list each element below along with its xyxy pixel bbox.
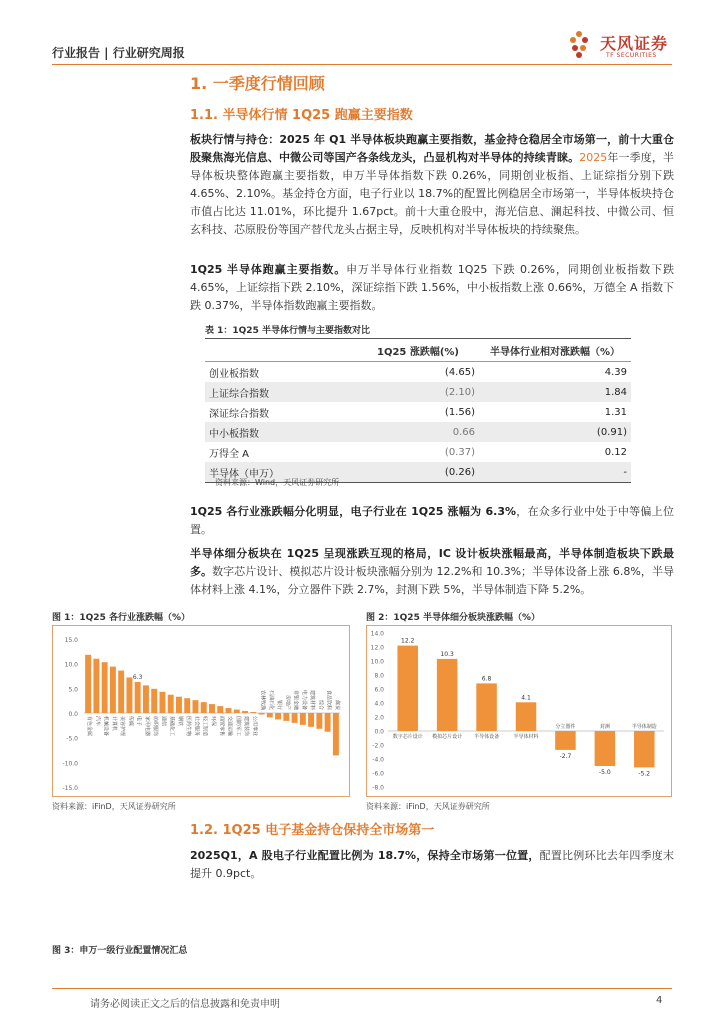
paragraph-industries — [190, 503, 674, 539]
table-cell-relative: 1.31 — [604, 406, 627, 418]
table-row — [205, 362, 631, 383]
bar — [325, 713, 331, 732]
bar — [176, 697, 182, 713]
table-header-blank — [205, 339, 357, 362]
semiconductor-bar-chart — [366, 625, 672, 797]
category-label: 机械设备 — [102, 716, 109, 737]
y-tick-label: -15.0 — [62, 785, 78, 792]
y-tick-label: -8.0 — [372, 784, 384, 792]
bar — [292, 713, 298, 723]
data-label: 4.1 — [521, 694, 531, 702]
data-label: 10.3 — [440, 650, 454, 658]
index-comparison-table — [205, 338, 631, 483]
page-number: 4 — [656, 995, 663, 1006]
table-cell-name: 中小板指数 — [205, 422, 357, 442]
category-label: 医药生物 — [185, 716, 192, 737]
category-label: 钢铁 — [176, 716, 183, 727]
bar — [283, 713, 289, 721]
table-title: 表 1：1Q25 半导体行情与主要指数对比 — [205, 326, 370, 336]
y-tick-label: -10.0 — [62, 760, 78, 768]
industry-bar-chart — [52, 625, 350, 797]
paragraph-body: 年一季度，半导体板块整体跑赢主要指数，申万半导体指数下跌 0.26%，同期创业板指、上证综指分别下跌 4.65%、2.10%。基金持仓方面，电子行业以 18.7%的配置比例稳居全市场第一，半导体板块持仓市值占比达 11.01%，环比提升 1.67pct。前十大重仓股中，海光信息、澜起科技、中微公司、恒玄科技、芯原股份等国产替代龙头占据主导，反映机构对半导体板块的持续聚焦。 — [190, 151, 674, 236]
bar — [259, 713, 265, 714]
category-label: 半导体材料 — [513, 734, 539, 740]
figure-2-title: 图 2：1Q25 半导体细分板块涨跌幅（%） — [366, 613, 540, 623]
table-cell-change: (2.10) — [357, 382, 479, 402]
bar — [555, 731, 576, 750]
category-label: 公用事业 — [251, 716, 258, 737]
bar — [102, 662, 108, 713]
category-label: 房地产 — [284, 694, 291, 710]
figure-3-title: 图 3：申万一级行业配置情况汇总 — [52, 946, 188, 956]
bar — [300, 713, 306, 725]
bar — [110, 667, 116, 713]
bar — [634, 731, 655, 767]
paragraph-lead: 2025Q1，A 股电子行业配置比例为 18.7%，保持全市场第一位置， — [190, 849, 540, 862]
paragraph-index — [190, 261, 674, 315]
table-row — [205, 402, 631, 422]
bar — [85, 655, 91, 713]
data-label: 6.3 — [132, 673, 143, 681]
bar — [308, 713, 314, 727]
report-type: 行业报告 | 行业研究周报 — [52, 46, 185, 60]
y-tick-label: 8.0 — [374, 672, 384, 680]
table-cell-name: 万得全 A — [209, 448, 250, 460]
section-title: 1. 一季度行情回顾 — [190, 74, 325, 93]
category-label: 社会服务 — [193, 716, 200, 737]
bar — [333, 713, 339, 755]
data-label: 12.2 — [401, 637, 415, 645]
data-label: -2.7 — [559, 752, 572, 760]
y-tick-label: -4.0 — [372, 756, 384, 764]
bar — [168, 695, 174, 713]
bar — [184, 698, 190, 713]
category-label: 建筑装饰 — [243, 716, 250, 737]
bar — [437, 659, 458, 731]
bar — [193, 700, 199, 713]
bar — [275, 713, 281, 719]
table-header-relative: 半导体行业相对涨跌幅（%） — [479, 339, 631, 362]
category-label: 轻工制造 — [201, 716, 208, 737]
category-label: 封测 — [599, 724, 610, 730]
y-tick-label: -6.0 — [372, 770, 384, 778]
category-label: 石油石化 — [267, 689, 274, 710]
subsection-title: 1.1. 半导体行情 1Q25 跑赢主要指数 — [190, 108, 413, 123]
y-tick-label: 0.0 — [68, 711, 78, 718]
logo-text: 天风证券 — [600, 34, 669, 53]
table-cell-relative: 1.84 — [479, 382, 631, 402]
table-cell-relative: (0.91) — [479, 422, 631, 442]
category-label: 分立器件 — [555, 724, 576, 730]
bar — [209, 704, 215, 713]
bar — [201, 702, 207, 713]
y-tick-label: -2.0 — [372, 742, 384, 750]
category-label: 数字芯片设计 — [392, 734, 423, 740]
y-tick-label: 12.0 — [370, 644, 384, 652]
paragraph-lead: 板块行情与持仓：2025 年 Q1 半导体板块跑赢主要指数，基金持仓稳居全市场第一，前十大重仓股聚焦海光信息、中微公司等国产各条线龙头，凸显机构对半导体的持续青睐。 — [190, 133, 674, 164]
y-tick-label: 14.0 — [370, 630, 384, 638]
bar — [267, 713, 273, 717]
footer-disclaimer: 请务必阅读正文之后的信息披露和免责申明 — [90, 999, 280, 1010]
category-label: 交通运输 — [226, 716, 233, 737]
table-cell-name: 上证综合指数 — [205, 382, 357, 402]
bar — [159, 692, 165, 713]
y-tick-label: 6.0 — [374, 686, 384, 694]
footer-divider — [52, 988, 672, 989]
table-row — [205, 442, 631, 462]
category-label: 银行 — [276, 699, 283, 710]
category-label: 纺织服饰 — [152, 716, 159, 737]
category-label: 基础化工 — [168, 716, 175, 737]
category-label: 煤炭 — [333, 699, 340, 710]
category-label: 电力设备 — [300, 689, 307, 710]
y-tick-label: 10.0 — [370, 658, 384, 666]
table-cell-change: (1.56) — [444, 406, 475, 418]
table-cell-relative: - — [479, 462, 631, 483]
category-label: 传媒 — [127, 716, 134, 727]
bar — [316, 713, 322, 729]
table-row — [205, 422, 631, 442]
table-cell-change: (0.37) — [444, 446, 475, 458]
data-label: -5.0 — [598, 769, 611, 776]
bar — [126, 677, 132, 713]
logo-subtext: TF SECURITIES — [606, 52, 657, 59]
bar — [143, 685, 149, 713]
bar — [234, 710, 240, 713]
bar — [226, 708, 232, 713]
y-tick-label: 15.0 — [64, 637, 78, 644]
bar — [476, 683, 497, 731]
bar — [93, 659, 99, 713]
y-tick-label: -5.0 — [66, 735, 78, 743]
category-label: 非银金融 — [292, 689, 299, 710]
paragraph-lead: 1Q25 半导体跑赢主要指数。 — [190, 263, 347, 276]
logo-mark-icon — [570, 31, 588, 58]
data-label: 6.8 — [481, 675, 492, 683]
category-label: 美容护理 — [119, 716, 126, 737]
category-label: 建筑材料 — [309, 689, 316, 710]
table-cell-name: 创业板指数 — [209, 368, 259, 380]
table-header-change: 1Q25 涨跌幅(%) — [357, 339, 479, 362]
bar — [516, 702, 537, 731]
category-label: 电子 — [135, 716, 142, 727]
bar — [135, 682, 141, 713]
paragraph-year: 2025 — [579, 151, 608, 164]
table-cell-relative: 0.12 — [604, 446, 627, 458]
subsection-title-2: 1.2. 1Q25 电子基金持仓保持全市场第一 — [190, 823, 435, 838]
table-cell-name: 深证综合指数 — [209, 408, 269, 420]
category-label: 综合 — [317, 699, 324, 710]
paragraph-body: 申万半导体行业指数 1Q25 下跌 0.26%，同期创业板指数下跌 4.65%，上证综指下跌 2.10%，深证综指下跌 1.56%，中小板指数上涨 0.66%，万德全 A 指数下跌 0.37%，半导体指数跑赢主要指数。 — [190, 263, 674, 312]
bar — [397, 646, 418, 731]
table-cell-change: 0.66 — [357, 422, 479, 442]
category-label: 有色金属 — [86, 716, 93, 737]
paragraph-fund — [190, 847, 674, 883]
y-tick-label: 10.0 — [64, 661, 78, 669]
category-label: 家用电器 — [143, 716, 150, 737]
data-label: -5.2 — [638, 770, 651, 778]
paragraph-lead: 1Q25 各行业涨跌幅分化明显，电子行业在 1Q25 涨幅为 6.3% — [190, 505, 517, 518]
y-tick-label: 5.0 — [68, 686, 78, 694]
bar — [250, 712, 256, 713]
category-label: 汽车 — [94, 716, 101, 727]
paragraph-body: 配置比例环比去年四季度末提升 0.9pct。 — [190, 849, 675, 880]
y-tick-label: 4.0 — [374, 700, 384, 708]
category-label: 通信 — [160, 716, 167, 727]
figure-1-title: 图 1：1Q25 各行业涨跌幅（%） — [52, 613, 190, 623]
paragraph-segments — [190, 545, 674, 599]
category-label: 国防军工 — [234, 716, 241, 737]
table-cell-relative: 4.39 — [604, 366, 627, 378]
table-row — [205, 382, 631, 402]
bar — [595, 731, 616, 766]
category-label: 半导体制造 — [631, 724, 657, 730]
category-label: 模拟芯片设计 — [432, 734, 463, 740]
category-label: 商贸零售 — [218, 716, 225, 737]
paragraph-lead: 半导体细分板块在 1Q25 呈现涨跌互现的格局，IC 设计板块涨幅最高，半导体制造板块下跌最多。 — [190, 547, 674, 578]
figure-2-source: 资料来源：iFinD，天风证券研究所 — [366, 802, 490, 811]
table-cell-change: (0.26) — [357, 462, 479, 483]
bar — [242, 711, 248, 713]
table-source: 资料来源：Wind，天风证券研究所 — [215, 478, 340, 487]
bar — [217, 706, 223, 713]
y-tick-label: 2.0 — [374, 714, 384, 722]
category-label: 农林牧渔 — [259, 689, 266, 710]
category-label: 环保 — [210, 716, 216, 727]
figure-1-source: 资料来源：iFinD，天风证券研究所 — [52, 802, 176, 811]
paragraph-body: 数字芯片设计、模拟芯片设计板块涨幅分别为 12.2%和 10.3%；半导体设备上涨 6.8%，半导体材料上涨 4.1%，分立器件下跌 2.7%，封测下跌 5%，半导体制造下降 5.2%。 — [190, 565, 674, 596]
table-cell-change: (4.65) — [444, 366, 475, 378]
bar — [151, 689, 157, 713]
bar — [118, 671, 124, 713]
header-divider — [52, 64, 672, 65]
category-label: 食品饮料 — [325, 689, 332, 710]
category-label: 半导体设备 — [474, 734, 500, 740]
paragraph-body: ，在众多行业中处于中等偏上位置。 — [190, 505, 675, 536]
category-label: 计算机 — [110, 716, 117, 732]
y-tick-label: 0.0 — [374, 728, 384, 736]
table-cell-name: 半导体（申万） — [205, 462, 357, 483]
paragraph-holdings — [190, 131, 674, 239]
